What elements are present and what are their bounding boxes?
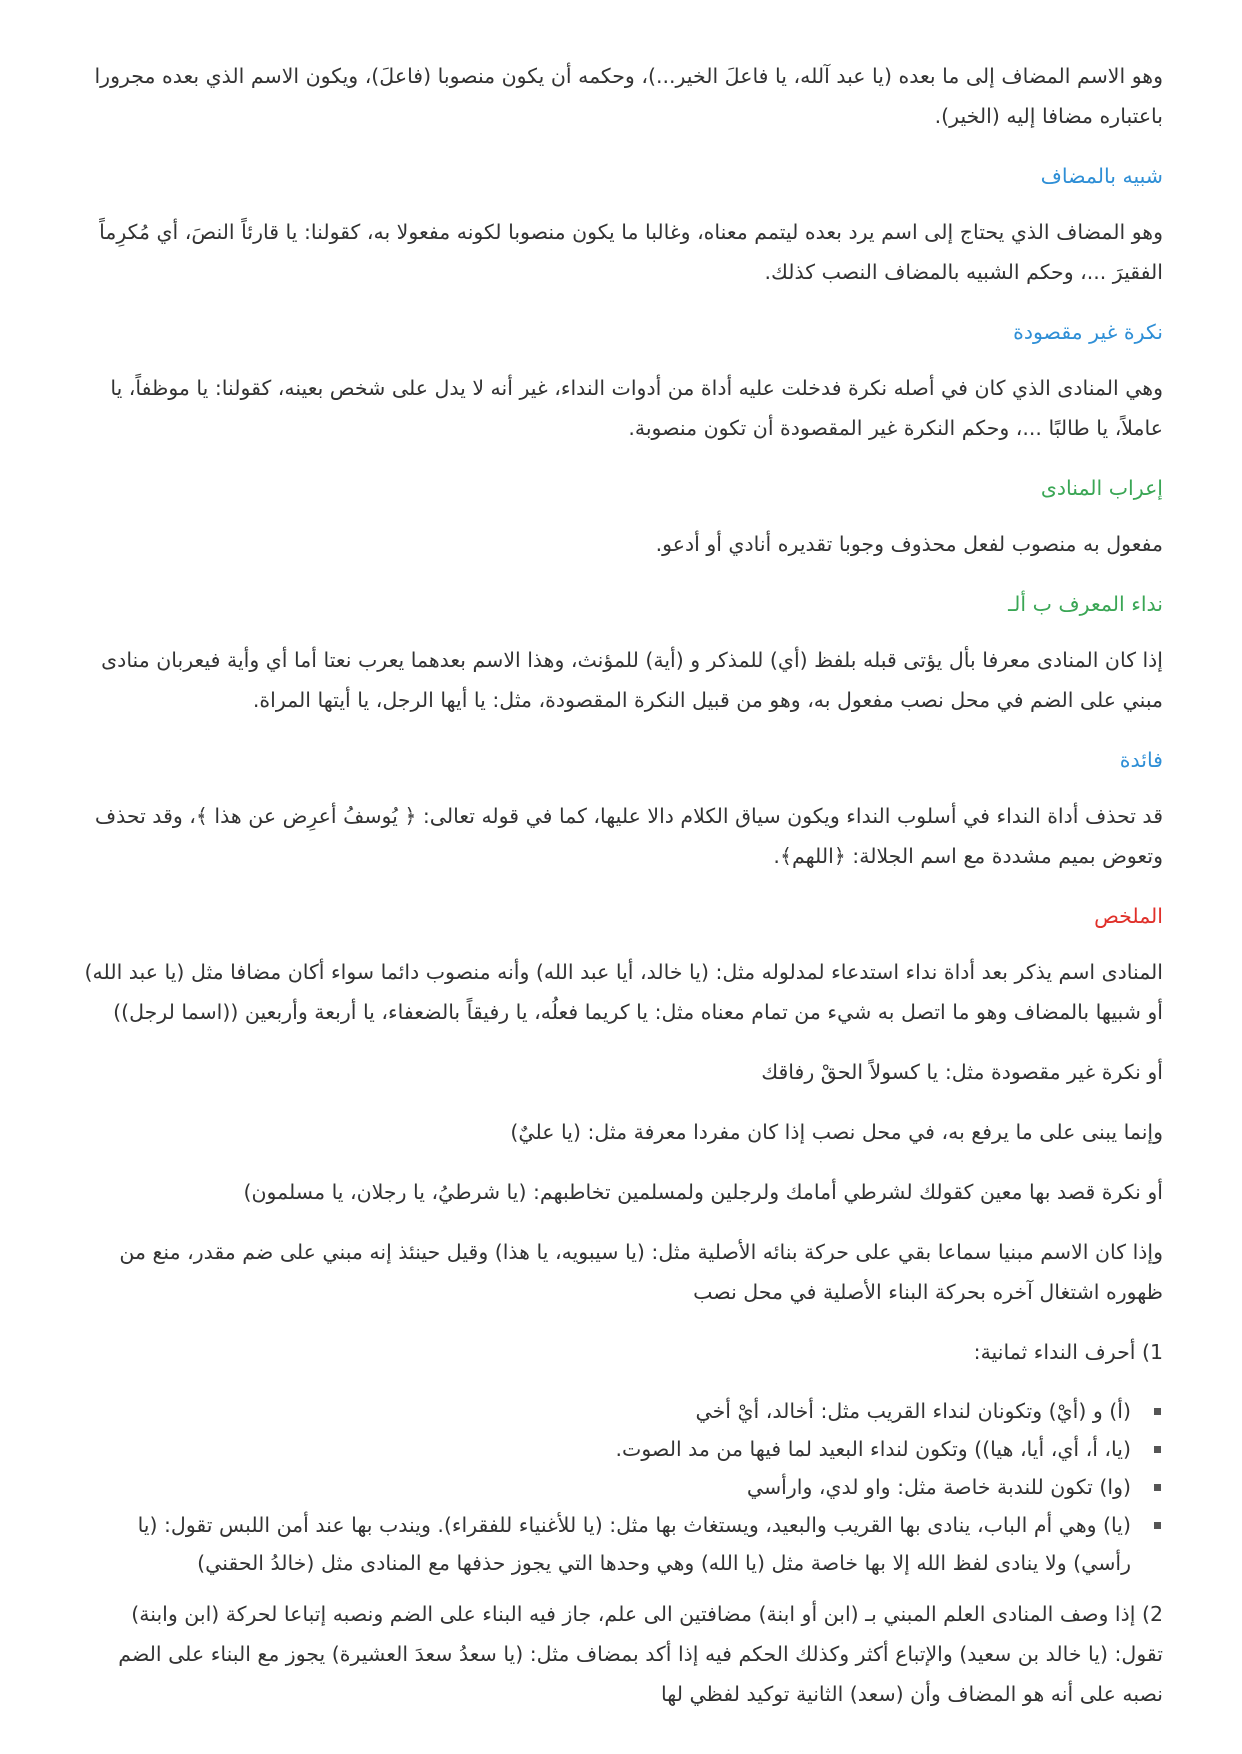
paragraph-summary-nakira: أو نكرة غير مقصودة مثل: يا كسولاً الحقْ رفاقك [761, 1060, 1163, 1084]
list-item [80, 1468, 1131, 1506]
heading-faida: فائدة [1119, 748, 1163, 772]
paragraph-ibn-ibna: 2) إذا وصف المنادى العلم المبني بـ (ابن أو ابنة) مضافتين الى علم، جاز فيه البناء على الضم ونصبه إتباعا لحركة (ابن وابنة) تقول: (يا خالد بن سعيد) والإتباع أكثر وكذلك الحكم فيه إذا أكد بمضاف مثل: (يا سعدُ سعدَ العشيرة) يجوز مع البناء على الضم نصبه على أنه هو المضاف وأن (سعد) الثانية توكيد لفظي لها [118, 1602, 1163, 1706]
heading-shabih-bil-mudaf: شبيه بالمضاف [1040, 164, 1163, 188]
paragraph-summary-bina: وإنما يبنى على ما يرفع به، في محل نصب إذا كان مفردا معرفة مثل: (يا عليٌ) [510, 1120, 1163, 1144]
heading-irab-al-munada: إعراب المنادى [1040, 476, 1163, 500]
ahruf-nida-list [80, 1392, 1163, 1582]
paragraph-nakira-ghayr-maqsuda: وهي المنادى الذي كان في أصله نكرة فدخلت عليه أداة من أدوات النداء، غير أنه لا يدل على شخص بعينه، كقولنا: يا موظفاً، يا عاملاً، يا طالبًا ...، وحكم النكرة غير المقصودة أن تكون منصوبة. [110, 376, 1163, 440]
paragraph-nida-al-muarraf: إذا كان المنادى معرفا بأل يؤتى قبله بلفظ (أي) للمذكر و (أية) للمؤنث، وهذا الاسم بعدهما يعرب نعتا أما أي وأية فيعربان منادى مبني على الضم في محل نصب مفعول به، وهو من قبيل النكرة المقصودة، مثل: يا أيها الرجل، يا أيتها المراة. [101, 648, 1163, 712]
bullet-square-icon [1154, 1522, 1161, 1529]
heading-mulakhkhas: الملخص [1094, 904, 1163, 928]
heading-nida-al-muarraf: نداء المعرف ب ألـ [1008, 592, 1163, 616]
heading-nakira-ghayr-maqsuda: نكرة غير مقصودة [1013, 320, 1163, 344]
list-item [80, 1392, 1131, 1430]
list-item-text: (وا) تكون للندبة خاصة مثل: واو لدي، وارأسي [746, 1475, 1131, 1499]
paragraph-faida: قد تحذف أداة النداء في أسلوب النداء ويكون سياق الكلام دالا عليها، كما في قوله تعالى: ﴿ يُوسفُ أعرِض عن هذا ﴾، وقد تحذف وتعوض بميم مشددة مع اسم الجلالة: ﴿اللهم﴾. [94, 804, 1163, 868]
list-item-text: (يا، أ، أي، أيا، هيا)) وتكون لنداء البعيد لما فيها من مد الصوت. [615, 1437, 1131, 1461]
list-item [80, 1506, 1131, 1582]
list-item-text: (يا) وهي أم الباب، ينادى بها القريب والبعيد، ويستغاث بها مثل: (يا للأغنياء للفقراء). ويندب بها عند أمن اللبس تقول: (يا رأسي) ولا ينادى لفظ الله إلا بها خاصة مثل (يا الله) وهي وحدها التي يجوز حذفها مع المنادى مثل (خالدُ الحقني) [137, 1513, 1131, 1575]
bullet-square-icon [1154, 1408, 1161, 1415]
paragraph-summary-mabni: وإذا كان الاسم مبنيا سماعا بقي على حركة بنائه الأصلية مثل: (يا سيبويه، يا هذا) وقيل حينئذ إنه مبني على ضم مقدر، منع من ظهوره اشتغال آخره بحركة البناء الأصلية في محل نصب [119, 1240, 1163, 1304]
paragraph-mudaf: وهو الاسم المضاف إلى ما بعده (يا عبد آلله، يا فاعلَ الخير...)، وحكمه أن يكون منصوبا (فاعلَ)، ويكون الاسم الذي بعده مجرورا باعتباره مضافا إليه (الخير). [94, 64, 1163, 128]
bullet-square-icon [1154, 1484, 1161, 1491]
paragraph-summary-definition: المنادى اسم يذكر بعد أداة نداء استدعاء لمدلوله مثل: (يا خالد، أيا عبد الله) وأنه منصوب دائما سواء أكان مضافا مثل (يا عبد الله) أو شبيها بالمضاف وهو ما اتصل به شيء من تمام معناه مثل: يا كريما فعلُه، يا رفيقاً بالضعفاء، يا أربعة وأربعين ((اسما لرجل)) [84, 960, 1163, 1024]
paragraph-ahruf-intro: 1) أحرف النداء ثمانية: [973, 1340, 1163, 1364]
list-item [80, 1430, 1131, 1468]
bullet-square-icon [1154, 1446, 1161, 1453]
list-item-text: (أ) و (أيْ) وتكونان لنداء القريب مثل: أخالد، أيْ أخي [695, 1399, 1131, 1423]
paragraph-irab-al-munada: مفعول به منصوب لفعل محذوف وجوبا تقديره أنادي أو أدعو. [655, 532, 1163, 556]
paragraph-shabih-bil-mudaf: وهو المضاف الذي يحتاج إلى اسم يرد بعده ليتمم معناه، وغالبا ما يكون منصوبا لكونه مفعولا به، كقولنا: يا قارئاً النصَ، أي مُكرِماً الفقيرَ ...، وحكم الشبيه بالمضاف النصب كذلك. [99, 220, 1163, 284]
paragraph-summary-maqsuda: أو نكرة قصد بها معين كقولك لشرطي أمامك ولرجلين ولمسلمين تخاطبهم: (يا شرطيُ، يا رجلان، يا مسلمون) [243, 1180, 1163, 1204]
